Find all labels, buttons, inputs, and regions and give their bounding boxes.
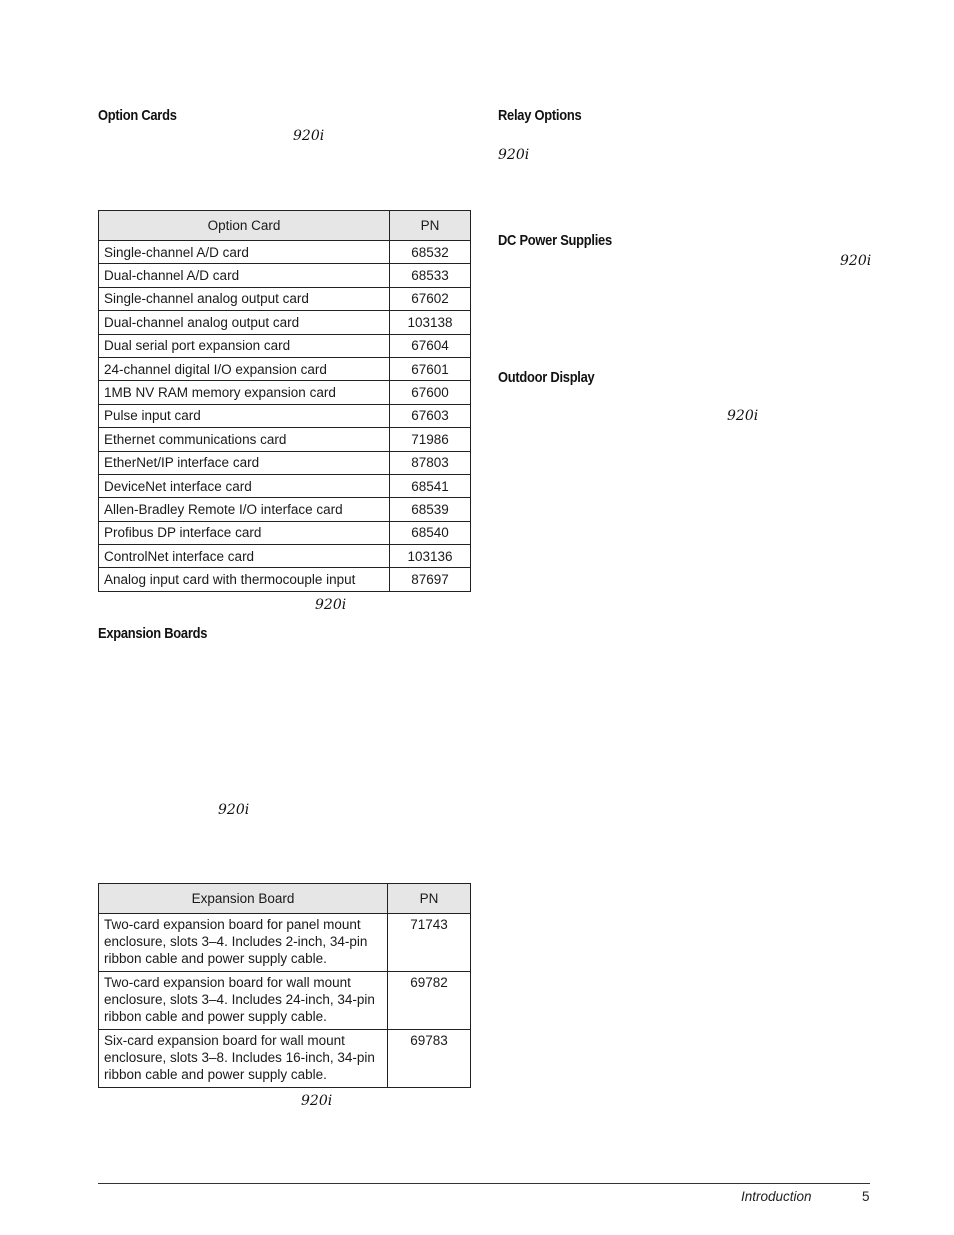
table-cell: EtherNet/IP interface card (99, 451, 390, 474)
table-cell-pn: 71743 (388, 914, 471, 972)
column-header-pn: PN (388, 884, 471, 914)
table-header-row (99, 884, 471, 914)
table-cell: 1MB NV RAM memory expansion card (99, 381, 390, 404)
heading-dc-power-supplies: DC Power Supplies (498, 232, 612, 249)
table-cell-pn: 69783 (388, 1030, 471, 1088)
table-cell-pn: 67600 (390, 381, 471, 404)
table-row (99, 521, 471, 544)
table-cell: Dual serial port expansion card (99, 334, 390, 357)
table-row (99, 357, 471, 380)
model-ref: 920i (498, 147, 530, 163)
model-ref: 920i (315, 597, 347, 613)
model-ref: 920i (727, 408, 759, 424)
table-cell: Two-card expansion board for wall mount enclosure, slots 3–4. Includes 24-inch, 34-pin ribbon cable and power supply cable. (99, 972, 388, 1030)
table-cell-pn: 69782 (388, 972, 471, 1030)
column-header-pn: PN (390, 211, 471, 241)
option-cards-table (98, 210, 471, 592)
column-header-option-card: Option Card (99, 211, 390, 241)
heading-outdoor-display: Outdoor Display (498, 369, 595, 386)
table-row (99, 381, 471, 404)
table-cell: Six-card expansion board for wall mount enclosure, slots 3–8. Includes 16-inch, 34-pin ribbon cable and power supply cable. (99, 1030, 388, 1088)
table-cell-pn: 103138 (390, 311, 471, 334)
model-ref: 920i (218, 802, 250, 818)
table-row (99, 264, 471, 287)
table-row (99, 972, 471, 1030)
expansion-boards-table (98, 883, 471, 1088)
table-row (99, 287, 471, 310)
footer-section: Introduction (741, 1189, 812, 1204)
table-cell-pn: 71986 (390, 428, 471, 451)
table-header-row (99, 211, 471, 241)
model-ref: 920i (293, 128, 325, 144)
table-cell: Single-channel analog output card (99, 287, 390, 310)
table-cell: DeviceNet interface card (99, 474, 390, 497)
table-cell-pn: 103136 (390, 545, 471, 568)
heading-relay-options: Relay Options (498, 107, 582, 124)
table-cell: Dual-channel analog output card (99, 311, 390, 334)
table-cell-pn: 68539 (390, 498, 471, 521)
heading-expansion-boards: Expansion Boards (98, 625, 208, 642)
table-row (99, 334, 471, 357)
table-row (99, 428, 471, 451)
table-row (99, 404, 471, 427)
table-cell-pn: 67603 (390, 404, 471, 427)
table-row (99, 568, 471, 591)
table-cell-pn: 68532 (390, 241, 471, 264)
model-ref: 920i (840, 253, 872, 269)
column-header-expansion-board: Expansion Board (99, 884, 388, 914)
table-cell: Two-card expansion board for panel mount enclosure, slots 3–4. Includes 2-inch, 34-pin ribbon cable and power supply cable. (99, 914, 388, 972)
table-cell-pn: 67601 (390, 357, 471, 380)
table-row (99, 1030, 471, 1088)
table-cell-pn: 68541 (390, 474, 471, 497)
table-cell-pn: 87803 (390, 451, 471, 474)
table-cell: Pulse input card (99, 404, 390, 427)
footer-rule (98, 1183, 870, 1184)
heading-option-cards: Option Cards (98, 107, 177, 124)
table-cell-pn: 68540 (390, 521, 471, 544)
table-row (99, 914, 471, 972)
table-row (99, 451, 471, 474)
table-cell-pn: 67604 (390, 334, 471, 357)
table-cell: Allen-Bradley Remote I/O interface card (99, 498, 390, 521)
table-cell: Profibus DP interface card (99, 521, 390, 544)
model-ref: 920i (301, 1093, 333, 1109)
table-cell: Single-channel A/D card (99, 241, 390, 264)
table-row (99, 311, 471, 334)
table-cell: ControlNet interface card (99, 545, 390, 568)
table-row (99, 241, 471, 264)
table-row (99, 545, 471, 568)
page-number: 5 (862, 1189, 870, 1204)
table-cell: Analog input card with thermocouple input (99, 568, 390, 591)
table-cell: Ethernet communications card (99, 428, 390, 451)
table-cell-pn: 67602 (390, 287, 471, 310)
table-cell-pn: 87697 (390, 568, 471, 591)
table-cell: 24-channel digital I/O expansion card (99, 357, 390, 380)
table-cell: Dual-channel A/D card (99, 264, 390, 287)
table-cell-pn: 68533 (390, 264, 471, 287)
table-row (99, 498, 471, 521)
table-row (99, 474, 471, 497)
